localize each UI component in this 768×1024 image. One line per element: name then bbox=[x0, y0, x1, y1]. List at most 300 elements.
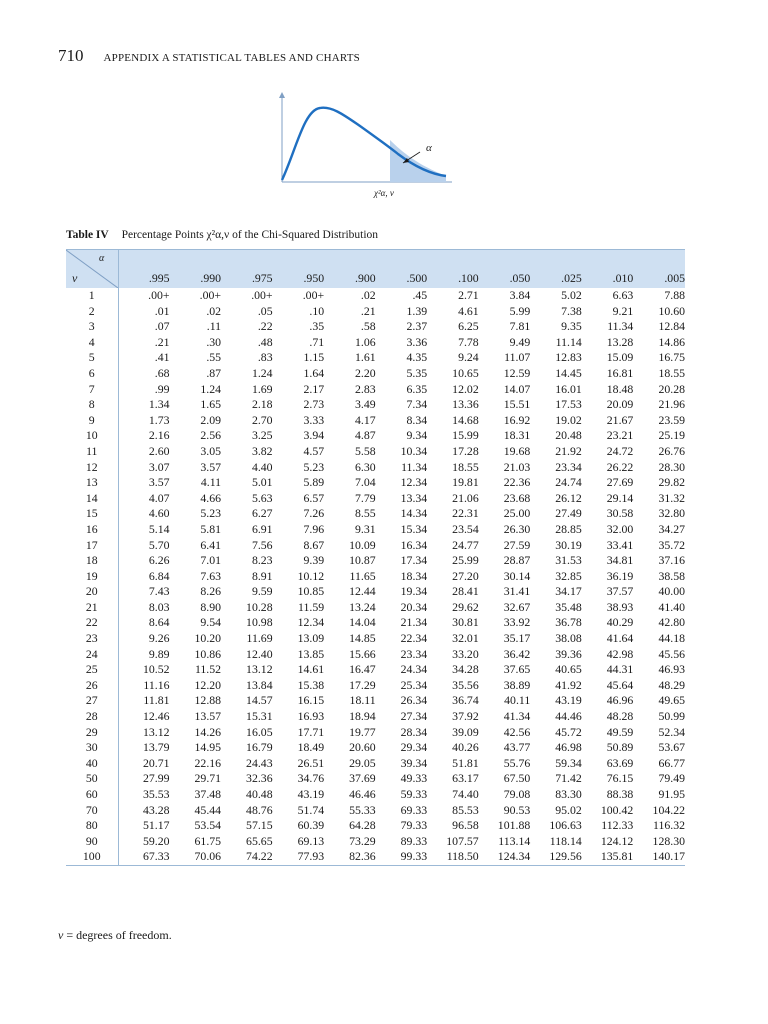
critical-value-cell: .11 bbox=[206, 319, 222, 334]
critical-value-cell: 13.79 bbox=[142, 740, 170, 755]
critical-value-cell: .83 bbox=[257, 350, 273, 365]
critical-value-cell: 27.49 bbox=[555, 506, 582, 521]
degrees-of-freedom-cell: 12 bbox=[66, 460, 118, 476]
critical-value-cell: 24.74 bbox=[555, 475, 582, 490]
critical-value-cell: 19.34 bbox=[400, 584, 428, 599]
critical-value-cell: 1.61 bbox=[355, 350, 376, 365]
critical-value-cell: 8.34 bbox=[406, 412, 428, 427]
critical-value-cell: 42.56 bbox=[503, 724, 531, 739]
critical-value-cell: 2.17 bbox=[303, 381, 325, 396]
alpha-header-cell: .025 bbox=[530, 268, 582, 288]
critical-value-cell: 13.28 bbox=[606, 334, 634, 349]
corner-alpha-label: α bbox=[99, 253, 105, 264]
critical-value-cell: 60.39 bbox=[297, 818, 325, 833]
critical-value-cell: 18.31 bbox=[503, 428, 531, 443]
critical-value-cell: 32.85 bbox=[555, 568, 582, 583]
alpha-header-cell: .500 bbox=[376, 268, 428, 288]
critical-value-cell: 1.06 bbox=[355, 334, 376, 349]
critical-value-cell: 6.41 bbox=[200, 537, 222, 552]
critical-value-cell: 2.60 bbox=[148, 443, 170, 458]
table-caption-tag: Table IV bbox=[66, 229, 109, 241]
critical-value-cell: 36.78 bbox=[555, 615, 582, 630]
critical-value-cell: 10.34 bbox=[400, 443, 428, 458]
critical-value-cell: 128.30 bbox=[652, 833, 685, 848]
critical-value-cell: 49.33 bbox=[400, 771, 428, 786]
critical-value-cell: 24.34 bbox=[400, 662, 428, 677]
table-row bbox=[66, 538, 685, 554]
degrees-of-freedom-cell: 20 bbox=[66, 584, 118, 600]
critical-value-cell: 16.93 bbox=[297, 709, 325, 724]
critical-value-cell: 10.87 bbox=[349, 553, 376, 568]
critical-value-cell: 14.34 bbox=[400, 506, 428, 521]
table-row bbox=[66, 600, 685, 616]
critical-value-cell: 43.19 bbox=[297, 787, 325, 801]
critical-value-cell: 51.17 bbox=[142, 818, 170, 833]
critical-value-cell: 129.56 bbox=[530, 849, 582, 865]
critical-value-cell: 11.81 bbox=[143, 693, 170, 708]
critical-value-cell: .00+ bbox=[199, 288, 222, 302]
critical-value-cell: 1.64 bbox=[303, 365, 325, 380]
alpha-header-cell: .100 bbox=[427, 268, 479, 288]
table-row bbox=[66, 662, 685, 678]
critical-value-cell: 6.63 bbox=[612, 288, 634, 302]
critical-value-cell: 7.78 bbox=[458, 334, 479, 349]
degrees-of-freedom-cell: 27 bbox=[66, 693, 118, 709]
critical-value-cell: 33.92 bbox=[503, 615, 531, 630]
critical-value-cell: 9.34 bbox=[406, 428, 428, 443]
critical-value-cell: 8.55 bbox=[355, 506, 376, 521]
critical-value-cell: 12.34 bbox=[400, 475, 428, 490]
critical-value-cell: 1.69 bbox=[251, 381, 273, 396]
critical-value-cell: 8.91 bbox=[251, 568, 273, 583]
critical-value-cell: 48.29 bbox=[658, 677, 685, 692]
critical-value-cell: 16.79 bbox=[246, 740, 273, 755]
critical-value-cell: .99 bbox=[154, 381, 170, 396]
critical-value-cell: 46.96 bbox=[606, 693, 634, 708]
critical-value-cell: 26.22 bbox=[606, 459, 634, 474]
critical-value-cell: 10.65 bbox=[452, 365, 479, 380]
critical-value-cell: 26.51 bbox=[297, 755, 325, 770]
table-row bbox=[66, 771, 685, 787]
critical-value-cell: 63.69 bbox=[606, 755, 634, 770]
critical-value-cell: .07 bbox=[154, 319, 170, 334]
critical-value-cell: 79.49 bbox=[658, 771, 685, 786]
critical-value-cell: 3.94 bbox=[303, 428, 325, 443]
critical-value-cell: 17.29 bbox=[349, 677, 376, 692]
critical-value-cell: 19.77 bbox=[349, 724, 376, 739]
critical-value-cell: 88.38 bbox=[606, 787, 634, 801]
critical-value-cell: 45.44 bbox=[194, 802, 222, 817]
table-row bbox=[66, 491, 685, 507]
critical-value-cell: 10.86 bbox=[194, 646, 222, 661]
table-row bbox=[66, 460, 685, 476]
critical-value-cell: 33.20 bbox=[452, 646, 479, 661]
critical-value-cell: 14.04 bbox=[349, 615, 376, 630]
table-caption bbox=[66, 229, 378, 241]
critical-value-cell: 38.93 bbox=[606, 599, 634, 614]
critical-value-cell: 41.64 bbox=[606, 631, 634, 646]
critical-value-cell: 67.50 bbox=[503, 771, 531, 786]
critical-value-cell: .45 bbox=[412, 288, 428, 302]
critical-value-cell: 14.07 bbox=[503, 381, 531, 396]
critical-value-cell: 6.91 bbox=[251, 521, 273, 536]
critical-value-cell: 18.94 bbox=[349, 709, 376, 724]
critical-value-cell: 4.87 bbox=[355, 428, 376, 443]
critical-value-cell: .21 bbox=[154, 334, 170, 349]
critical-value-cell: .21 bbox=[360, 303, 376, 318]
critical-value-cell: 2.73 bbox=[303, 397, 325, 412]
critical-value-cell: 70.06 bbox=[170, 849, 222, 865]
critical-value-cell: 7.96 bbox=[303, 521, 325, 536]
critical-value-cell: 48.76 bbox=[246, 802, 273, 817]
critical-value-cell: 13.24 bbox=[349, 599, 376, 614]
critical-value-cell: 4.61 bbox=[458, 303, 479, 318]
critical-value-cell: 27.34 bbox=[400, 709, 428, 724]
critical-value-cell: 16.15 bbox=[297, 693, 325, 708]
critical-value-cell: 11.16 bbox=[143, 677, 170, 692]
critical-value-cell: 23.68 bbox=[503, 490, 531, 505]
critical-value-cell: 39.09 bbox=[452, 724, 479, 739]
critical-value-cell: .35 bbox=[309, 319, 325, 334]
critical-value-cell: 3.33 bbox=[303, 412, 325, 427]
critical-value-cell: 5.01 bbox=[251, 475, 273, 490]
critical-value-cell: 6.25 bbox=[458, 319, 479, 334]
critical-value-cell: 9.24 bbox=[458, 350, 479, 365]
critical-value-cell: 45.72 bbox=[555, 724, 582, 739]
critical-value-cell: 3.84 bbox=[509, 288, 531, 302]
critical-value-cell: 5.99 bbox=[509, 303, 531, 318]
critical-value-cell: 5.89 bbox=[303, 475, 325, 490]
critical-value-cell: 11.07 bbox=[504, 350, 531, 365]
table-row bbox=[66, 553, 685, 569]
critical-value-cell: 69.13 bbox=[297, 833, 325, 848]
critical-value-cell: 21.67 bbox=[606, 412, 634, 427]
critical-value-cell: 25.34 bbox=[400, 677, 428, 692]
critical-value-cell: 37.65 bbox=[503, 662, 531, 677]
critical-value-cell: 5.63 bbox=[251, 490, 273, 505]
table-row bbox=[66, 413, 685, 429]
table-row bbox=[66, 725, 685, 741]
degrees-of-freedom-cell: 1 bbox=[66, 288, 118, 304]
critical-value-cell: 15.09 bbox=[606, 350, 634, 365]
degrees-of-freedom-cell: 9 bbox=[66, 413, 118, 429]
critical-value-cell: 116.32 bbox=[652, 818, 685, 833]
critical-value-cell: 23.34 bbox=[400, 646, 428, 661]
critical-value-cell: 12.88 bbox=[194, 693, 222, 708]
critical-value-cell: 14.57 bbox=[246, 693, 273, 708]
critical-value-cell: 9.54 bbox=[200, 615, 222, 630]
critical-value-cell: 96.58 bbox=[452, 818, 479, 833]
critical-value-cell: 32.80 bbox=[658, 506, 685, 521]
critical-value-cell: 7.56 bbox=[251, 537, 273, 552]
critical-value-cell: 8.23 bbox=[251, 553, 273, 568]
critical-value-cell: 18.55 bbox=[452, 459, 479, 474]
table-row bbox=[66, 397, 685, 413]
critical-value-cell: 4.40 bbox=[251, 459, 273, 474]
critical-value-cell: 7.34 bbox=[406, 397, 428, 412]
critical-value-cell: 74.22 bbox=[221, 849, 273, 865]
critical-value-cell: 13.12 bbox=[142, 724, 170, 739]
degrees-of-freedom-cell: 28 bbox=[66, 709, 118, 725]
table-row bbox=[66, 444, 685, 460]
critical-value-cell: 49.65 bbox=[658, 693, 685, 708]
critical-value-cell: 29.62 bbox=[452, 599, 479, 614]
table-row bbox=[66, 506, 685, 522]
critical-value-cell: .02 bbox=[206, 303, 222, 318]
critical-value-cell: 7.63 bbox=[200, 568, 222, 583]
degrees-of-freedom-cell: 30 bbox=[66, 740, 118, 756]
table-row bbox=[66, 615, 685, 631]
critical-value-cell: 15.66 bbox=[349, 646, 376, 661]
critical-value-cell: 4.66 bbox=[200, 490, 222, 505]
critical-value-cell: 6.84 bbox=[148, 568, 170, 583]
critical-value-cell: 10.28 bbox=[246, 599, 273, 614]
critical-value-cell: 42.98 bbox=[606, 646, 634, 661]
critical-value-cell: 1.65 bbox=[200, 397, 222, 412]
critical-value-cell: 124.12 bbox=[600, 833, 634, 848]
critical-value-cell: 12.59 bbox=[503, 365, 531, 380]
critical-value-cell: 9.49 bbox=[509, 334, 531, 349]
critical-value-cell: 2.20 bbox=[355, 365, 376, 380]
critical-value-cell: 17.53 bbox=[555, 397, 582, 412]
critical-value-cell: 48.28 bbox=[606, 709, 634, 724]
degrees-of-freedom-cell: 100 bbox=[66, 849, 118, 865]
critical-value-cell: 26.30 bbox=[503, 521, 531, 536]
degrees-of-freedom-cell: 5 bbox=[66, 350, 118, 366]
critical-value-cell: 6.30 bbox=[355, 459, 376, 474]
critical-value-cell: 13.85 bbox=[297, 646, 325, 661]
critical-value-cell: 46.98 bbox=[555, 740, 582, 755]
figure-x-label: χ²α, ν bbox=[374, 188, 394, 198]
table-row bbox=[66, 693, 685, 709]
critical-value-cell: 11.34 bbox=[607, 319, 634, 334]
critical-value-cell: 15.34 bbox=[400, 521, 428, 536]
critical-value-cell: 69.33 bbox=[400, 802, 428, 817]
critical-value-cell: 12.44 bbox=[349, 584, 376, 599]
critical-value-cell: 4.17 bbox=[355, 412, 376, 427]
critical-value-cell: 18.48 bbox=[606, 381, 634, 396]
critical-value-cell: 21.96 bbox=[658, 397, 685, 412]
critical-value-cell: 57.15 bbox=[246, 818, 273, 833]
footnote-nu-symbol: ν bbox=[58, 928, 64, 942]
alpha-header-cell: .010 bbox=[582, 268, 634, 288]
critical-value-cell: 14.45 bbox=[555, 365, 582, 380]
critical-value-cell: 4.35 bbox=[406, 350, 428, 365]
critical-value-cell: 10.09 bbox=[349, 537, 376, 552]
critical-value-cell: 25.19 bbox=[658, 428, 685, 443]
critical-value-cell: 39.36 bbox=[555, 646, 582, 661]
critical-value-cell: 41.92 bbox=[555, 677, 582, 692]
critical-value-cell: 42.80 bbox=[658, 615, 685, 630]
alpha-header-cell: .995 bbox=[118, 268, 170, 288]
critical-value-cell: 28.85 bbox=[555, 521, 582, 536]
critical-value-cell: 23.54 bbox=[452, 521, 479, 536]
critical-value-cell: 32.67 bbox=[503, 599, 531, 614]
critical-value-cell: 66.77 bbox=[658, 755, 685, 770]
critical-value-cell: 24.72 bbox=[606, 443, 634, 458]
critical-value-cell: 18.55 bbox=[658, 365, 685, 380]
critical-value-cell: 6.27 bbox=[251, 506, 273, 521]
degrees-of-freedom-cell: 2 bbox=[66, 304, 118, 320]
critical-value-cell: 37.57 bbox=[606, 584, 634, 599]
table-row bbox=[66, 647, 685, 663]
critical-value-cell: 21.92 bbox=[555, 443, 582, 458]
critical-value-cell: 64.28 bbox=[349, 818, 376, 833]
critical-value-cell: 35.72 bbox=[658, 537, 685, 552]
critical-value-cell: 83.30 bbox=[555, 787, 582, 801]
critical-value-cell: 40.29 bbox=[606, 615, 634, 630]
critical-value-cell: 8.67 bbox=[303, 537, 325, 552]
degrees-of-freedom-cell: 18 bbox=[66, 553, 118, 569]
critical-value-cell: 1.15 bbox=[303, 350, 325, 365]
critical-value-cell: 11.65 bbox=[349, 568, 376, 583]
critical-value-cell: 25.00 bbox=[503, 506, 531, 521]
critical-value-cell: 29.34 bbox=[400, 740, 428, 755]
critical-value-cell: 7.79 bbox=[355, 490, 376, 505]
table-row bbox=[66, 834, 685, 850]
critical-value-cell: 40.00 bbox=[658, 584, 685, 599]
critical-value-cell: 34.76 bbox=[297, 771, 325, 786]
critical-value-cell: 12.84 bbox=[658, 319, 685, 334]
critical-value-cell: 19.02 bbox=[555, 412, 582, 427]
degrees-of-freedom-cell: 13 bbox=[66, 475, 118, 491]
degrees-of-freedom-cell: 26 bbox=[66, 678, 118, 694]
critical-value-cell: 17.28 bbox=[452, 443, 479, 458]
degrees-of-freedom-cell: 70 bbox=[66, 803, 118, 819]
degrees-of-freedom-cell: 24 bbox=[66, 647, 118, 663]
critical-value-cell: 7.88 bbox=[664, 288, 685, 302]
critical-value-cell: 23.59 bbox=[658, 412, 685, 427]
critical-value-cell: 63.17 bbox=[452, 771, 479, 786]
critical-value-cell: 29.71 bbox=[194, 771, 222, 786]
critical-value-cell: 28.41 bbox=[452, 584, 479, 599]
critical-value-cell: 20.09 bbox=[606, 397, 634, 412]
density-curve bbox=[282, 108, 446, 180]
degrees-of-freedom-cell: 23 bbox=[66, 631, 118, 647]
critical-value-cell: 6.35 bbox=[406, 381, 428, 396]
critical-value-cell: 5.70 bbox=[148, 537, 170, 552]
critical-value-cell: 140.17 bbox=[633, 849, 685, 865]
critical-value-cell: 32.36 bbox=[246, 771, 273, 786]
critical-value-cell: 11.14 bbox=[555, 334, 582, 349]
critical-value-cell: 12.02 bbox=[452, 381, 479, 396]
critical-value-cell: 19.68 bbox=[503, 443, 531, 458]
degrees-of-freedom-cell: 17 bbox=[66, 538, 118, 554]
critical-value-cell: .87 bbox=[206, 365, 222, 380]
critical-value-cell: 4.07 bbox=[148, 490, 170, 505]
critical-value-cell: 39.34 bbox=[400, 755, 428, 770]
critical-value-cell: 1.24 bbox=[251, 365, 273, 380]
critical-value-cell: 9.31 bbox=[355, 521, 376, 536]
critical-value-cell: 13.34 bbox=[400, 490, 428, 505]
critical-value-cell: 71.42 bbox=[555, 771, 582, 786]
critical-value-cell: 1.34 bbox=[148, 397, 170, 412]
critical-value-cell: 118.50 bbox=[427, 849, 479, 865]
critical-value-cell: 3.07 bbox=[148, 459, 170, 474]
critical-value-cell: .00+ bbox=[302, 288, 325, 302]
critical-value-cell: 7.38 bbox=[561, 303, 582, 318]
critical-value-cell: 15.31 bbox=[246, 709, 273, 724]
critical-value-cell: 41.40 bbox=[658, 599, 685, 614]
critical-value-cell: 61.75 bbox=[194, 833, 222, 848]
critical-value-cell: 14.95 bbox=[194, 740, 222, 755]
critical-value-cell: 95.02 bbox=[555, 802, 582, 817]
critical-value-cell: 22.34 bbox=[400, 631, 428, 646]
table-row bbox=[66, 522, 685, 538]
critical-value-cell: 46.46 bbox=[349, 787, 376, 801]
critical-value-cell: 6.26 bbox=[148, 553, 170, 568]
table-row bbox=[66, 319, 685, 335]
critical-value-cell: 2.09 bbox=[200, 412, 222, 427]
critical-value-cell: 2.37 bbox=[406, 319, 428, 334]
critical-value-cell: 24.77 bbox=[452, 537, 479, 552]
critical-value-cell: 40.11 bbox=[504, 693, 531, 708]
critical-value-cell: 10.85 bbox=[297, 584, 325, 599]
table-row bbox=[66, 366, 685, 382]
critical-value-cell: 11.52 bbox=[194, 662, 222, 677]
critical-value-cell: 2.71 bbox=[458, 288, 479, 302]
critical-value-cell: 10.98 bbox=[246, 615, 273, 630]
critical-value-cell: 49.59 bbox=[606, 724, 634, 739]
critical-value-cell: 13.84 bbox=[246, 677, 273, 692]
critical-value-cell: 10.60 bbox=[658, 303, 685, 318]
critical-value-cell: 16.81 bbox=[606, 365, 634, 380]
critical-value-cell: 13.09 bbox=[297, 631, 325, 646]
critical-value-cell: 13.57 bbox=[194, 709, 222, 724]
critical-value-cell: 16.34 bbox=[400, 537, 428, 552]
critical-value-cell: 124.34 bbox=[479, 849, 531, 865]
degrees-of-freedom-cell: 90 bbox=[66, 834, 118, 850]
critical-value-cell: 8.03 bbox=[148, 599, 170, 614]
critical-value-cell: 27.69 bbox=[606, 475, 634, 490]
critical-value-cell: 37.69 bbox=[349, 771, 376, 786]
critical-value-cell: .41 bbox=[154, 350, 170, 365]
table-row bbox=[66, 569, 685, 585]
critical-value-cell: 118.14 bbox=[549, 833, 582, 848]
alpha-header-cell: .990 bbox=[170, 268, 222, 288]
critical-value-cell: 40.65 bbox=[555, 662, 582, 677]
critical-value-cell: 44.46 bbox=[555, 709, 582, 724]
critical-value-cell: 101.88 bbox=[497, 818, 531, 833]
critical-value-cell: 77.93 bbox=[273, 849, 325, 865]
critical-value-cell: 20.71 bbox=[142, 755, 170, 770]
critical-value-cell: 44.31 bbox=[606, 662, 634, 677]
alpha-tail-area bbox=[390, 140, 446, 182]
critical-value-cell: 38.58 bbox=[658, 568, 685, 583]
critical-value-cell: 106.63 bbox=[549, 818, 582, 833]
degrees-of-freedom-cell: 11 bbox=[66, 444, 118, 460]
critical-value-cell: 44.18 bbox=[658, 631, 685, 646]
critical-value-cell: 43.77 bbox=[503, 740, 531, 755]
degrees-of-freedom-cell: 60 bbox=[66, 787, 118, 803]
critical-value-cell: 16.75 bbox=[658, 350, 685, 365]
degrees-of-freedom-cell: 16 bbox=[66, 522, 118, 538]
critical-value-cell: 16.47 bbox=[349, 662, 376, 677]
critical-value-cell: .01 bbox=[154, 303, 170, 318]
critical-value-cell: 15.51 bbox=[503, 397, 531, 412]
critical-value-cell: 34.27 bbox=[658, 521, 685, 536]
critical-value-cell: 8.64 bbox=[148, 615, 170, 630]
critical-value-cell: 18.11 bbox=[349, 693, 376, 708]
y-axis-arrow bbox=[279, 92, 285, 98]
critical-value-cell: 8.26 bbox=[200, 584, 222, 599]
critical-value-cell: 37.92 bbox=[452, 709, 479, 724]
critical-value-cell: 7.26 bbox=[303, 506, 325, 521]
critical-value-cell: 30.81 bbox=[452, 615, 479, 630]
critical-value-cell: 40.48 bbox=[246, 787, 273, 801]
table-row bbox=[66, 584, 685, 600]
degrees-of-freedom-cell: 80 bbox=[66, 818, 118, 834]
